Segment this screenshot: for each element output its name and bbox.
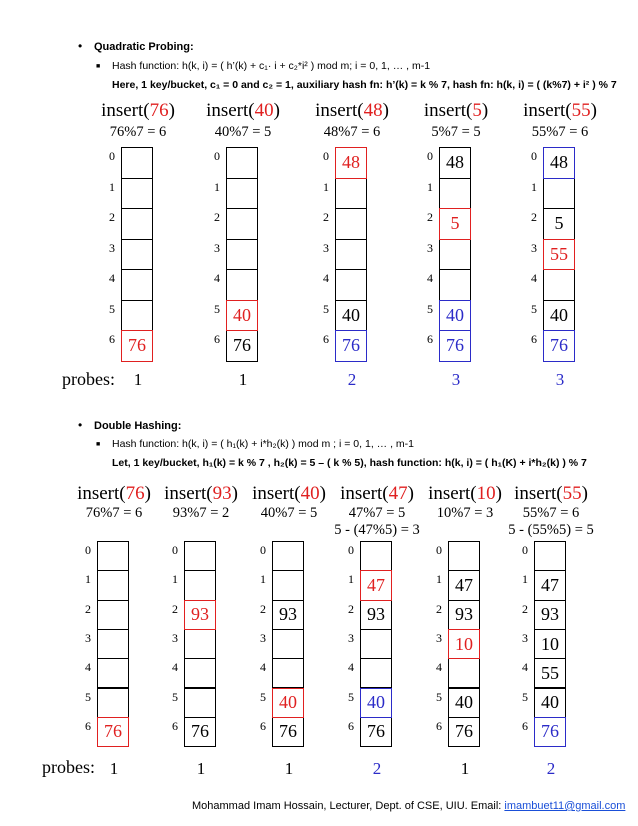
insert-op: insert(	[101, 100, 150, 121]
insert-close: )	[495, 483, 502, 504]
hash-slot: 76	[439, 330, 471, 362]
square-bullet: ■	[96, 63, 101, 70]
slot-index: 5	[85, 689, 91, 704]
probe-count: 3	[555, 370, 565, 389]
slot-index: 5	[531, 301, 537, 316]
hash-calc: 55%7 = 6	[522, 505, 580, 521]
hash-slot: 93	[448, 600, 480, 630]
insert-close: )	[168, 100, 175, 121]
hash-slot	[360, 629, 392, 659]
slot-index: 1	[436, 572, 442, 587]
slot-index: 4	[427, 271, 433, 285]
slot-index: 6	[323, 332, 329, 346]
slot-index: 6	[348, 718, 354, 733]
section1-note: Here, 1 key/bucket, c₁ = 0 and c₂ = 1, auxiliary hash fn: h’(k) = k % 7, hash fn: h(k, i) = ( (k%7) + i² ) % 7	[112, 79, 617, 91]
hash-slot: 76	[360, 717, 392, 747]
step-calc: 5 - (47%5) = 3	[334, 522, 420, 538]
slot-index: 2	[348, 601, 354, 616]
insert-key: 55	[571, 100, 591, 121]
slot-index: 4	[436, 660, 442, 675]
hash-slot: 40	[534, 688, 566, 718]
hash-calc: 40%7 = 5	[260, 505, 318, 521]
hash-slot	[272, 658, 304, 688]
slot-index: 2	[214, 210, 220, 224]
slot-index: 6	[260, 718, 266, 733]
slot-index: 2	[85, 601, 91, 616]
slot-index: 0	[522, 543, 528, 557]
hash-slot: 40	[272, 688, 304, 718]
slot-index: 1	[260, 572, 266, 587]
slot-index: 5	[109, 301, 115, 316]
hash-slot: 5	[543, 208, 575, 240]
slot-index: 2	[436, 601, 442, 616]
slot-index: 6	[172, 718, 178, 733]
slot-index: 1	[214, 179, 220, 194]
slot-index: 0	[348, 543, 354, 557]
slot-index: 3	[427, 240, 433, 255]
slot-index: 2	[531, 210, 537, 224]
section1-hash-line: Hash function: h(k, i) = ( h’(k) + c₁· i + c₂*i² ) mod m; i = 0, 1, … , m-1	[112, 60, 431, 72]
hash-calc: 76%7 = 6	[109, 124, 167, 140]
slot-index: 0	[436, 543, 442, 557]
hash-slot: 48	[335, 147, 367, 179]
insert-header	[252, 483, 326, 505]
hash-slot	[335, 269, 367, 301]
slot-index: 1	[531, 179, 537, 194]
hash-slot	[184, 629, 216, 659]
hash-slot: 76	[335, 330, 367, 362]
slot-index: 6	[531, 332, 537, 346]
slot-index: 2	[172, 601, 178, 616]
hash-calc: 93%7 = 2	[172, 505, 230, 521]
hash-slot	[184, 688, 216, 718]
hash-slot	[543, 269, 575, 301]
hash-slot: 76	[121, 330, 153, 362]
slot-index: 6	[436, 718, 442, 733]
hash-slot	[335, 208, 367, 240]
hash-slot	[121, 300, 153, 332]
insert-close: )	[481, 100, 489, 121]
slot-index: 2	[323, 210, 329, 224]
slot-index: 4	[109, 271, 115, 285]
insert-header	[428, 483, 502, 505]
hash-slot: 93	[184, 600, 216, 630]
slot-index: 0	[109, 149, 115, 163]
insert-header	[164, 483, 238, 505]
hash-slot	[272, 541, 304, 571]
insert-header	[101, 100, 175, 122]
hash-slot	[226, 269, 258, 301]
hash-slot	[335, 239, 367, 271]
slot-index: 5	[522, 689, 528, 704]
hash-slot: 10	[448, 629, 480, 659]
probe-count: 1	[109, 759, 119, 778]
slot-index: 4	[214, 271, 220, 285]
hash-slot: 5	[439, 208, 471, 240]
hash-calc: 76%7 = 6	[85, 505, 143, 521]
hash-slot: 76	[543, 330, 575, 362]
slot-index: 5	[348, 689, 354, 704]
slot-index: 5	[214, 301, 220, 316]
hash-slot	[439, 239, 471, 271]
slot-index: 0	[531, 149, 537, 163]
hash-slot: 10	[534, 629, 566, 659]
hash-slot	[335, 178, 367, 210]
slot-index: 3	[260, 630, 266, 645]
slot-index: 1	[85, 572, 91, 587]
hash-slot: 76	[448, 717, 480, 747]
hash-slot	[226, 147, 258, 179]
slot-index: 4	[172, 660, 178, 675]
probe-count: 3	[451, 370, 461, 389]
probe-count: 1	[284, 759, 294, 778]
hash-slot	[184, 658, 216, 688]
hash-slot: 40	[360, 688, 392, 718]
hash-slot	[97, 658, 129, 688]
slot-index: 1	[427, 179, 433, 194]
insert-key: 40	[254, 100, 274, 121]
slot-index: 2	[427, 210, 433, 224]
hash-slot: 47	[534, 570, 566, 600]
hash-calc: 55%7 = 6	[531, 124, 589, 140]
insert-op: insert(	[164, 483, 213, 504]
slot-index: 5	[323, 301, 329, 316]
hash-slot	[448, 541, 480, 571]
step-calc: 5 - (55%5) = 5	[508, 522, 594, 538]
slot-index: 6	[109, 332, 115, 346]
probe-count: 1	[238, 370, 248, 389]
insert-key: 55	[562, 483, 582, 504]
insert-op: insert(	[206, 100, 255, 121]
insert-op: insert(	[523, 100, 572, 121]
hash-slot: 40	[439, 300, 471, 332]
insert-key: 93	[212, 483, 232, 504]
footer-text: Mohammad Imam Hossain, Lecturer, Dept. of CSE, UIU. Email:	[192, 800, 505, 812]
slot-index: 4	[85, 660, 91, 675]
probes-label: probes:	[42, 757, 95, 777]
slot-index: 3	[348, 630, 354, 645]
slot-index: 5	[260, 689, 266, 704]
hash-calc: 47%7 = 5	[348, 505, 406, 521]
probe-count: 1	[133, 370, 143, 389]
hash-slot: 76	[226, 330, 258, 362]
slot-index: 4	[348, 660, 354, 675]
hash-slot: 40	[335, 300, 367, 332]
insert-key: 48	[363, 100, 383, 121]
hash-slot	[97, 570, 129, 600]
slot-index: 6	[522, 718, 528, 733]
hash-slot	[97, 629, 129, 659]
insert-header	[523, 100, 597, 122]
slot-index: 4	[531, 271, 537, 285]
slot-index: 3	[436, 630, 442, 645]
slot-index: 0	[260, 543, 266, 557]
hash-slot	[448, 658, 480, 688]
insert-op: insert(	[252, 483, 301, 504]
slot-index: 5	[436, 689, 442, 704]
probe-count: 1	[196, 759, 206, 778]
hash-slot	[184, 541, 216, 571]
hash-calc: 10%7 = 3	[436, 505, 494, 521]
hash-slot	[97, 541, 129, 571]
slot-index: 1	[522, 572, 528, 587]
insert-close: )	[590, 100, 597, 121]
insert-close: )	[273, 100, 280, 121]
bullet-dot: •	[78, 418, 83, 432]
hash-slot	[97, 688, 129, 718]
hash-calc: 48%7 = 6	[323, 124, 381, 140]
insert-close: )	[382, 100, 389, 121]
insert-header	[315, 100, 389, 122]
hash-calc: 40%7 = 5	[214, 124, 272, 140]
footer	[192, 800, 625, 812]
insert-header	[424, 100, 488, 122]
email-link[interactable]: imambuet11@gmail.com	[504, 800, 626, 812]
hash-slot	[360, 658, 392, 688]
probe-count: 2	[347, 370, 357, 389]
insert-header	[340, 483, 414, 505]
insert-key: 76	[125, 483, 145, 504]
insert-op: insert(	[340, 483, 389, 504]
hash-slot	[226, 208, 258, 240]
insert-key: 47	[388, 483, 408, 504]
probes-label: probes:	[62, 369, 115, 389]
hash-slot	[121, 269, 153, 301]
slot-index: 2	[522, 601, 528, 616]
section1-title: Quadratic Probing:	[94, 41, 194, 53]
insert-op: insert(	[423, 100, 473, 121]
hash-slot: 76	[272, 717, 304, 747]
slot-index: 5	[172, 689, 178, 704]
hash-slot	[272, 570, 304, 600]
hash-slot: 55	[543, 239, 575, 271]
slot-index: 6	[427, 332, 433, 346]
slot-index: 0	[85, 543, 91, 557]
hash-slot: 76	[534, 717, 566, 747]
slot-index: 2	[109, 210, 115, 224]
insert-header	[206, 100, 280, 122]
hash-slot	[360, 541, 392, 571]
hash-slot: 47	[448, 570, 480, 600]
slot-index: 4	[260, 660, 266, 675]
square-bullet: ■	[96, 441, 101, 448]
hash-slot: 93	[534, 600, 566, 630]
insert-op: insert(	[77, 483, 126, 504]
hash-slot	[121, 208, 153, 240]
hash-slot: 40	[448, 688, 480, 718]
hash-slot: 55	[534, 658, 566, 688]
slot-index: 1	[348, 572, 354, 587]
insert-close: )	[581, 483, 588, 504]
section2-hash-line: Hash function: h(k, i) = ( h₁(k) + i*h₂(k) ) mod m ; i = 0, 1, … , m-1	[112, 438, 414, 450]
insert-key: 76	[149, 100, 169, 121]
hash-slot	[226, 178, 258, 210]
hash-slot	[534, 541, 566, 571]
slot-index: 3	[109, 240, 115, 255]
insert-close: )	[319, 483, 326, 504]
slot-index: 3	[172, 630, 178, 645]
insert-close: )	[231, 483, 238, 504]
slot-index: 4	[522, 660, 528, 675]
hash-slot	[439, 178, 471, 210]
insert-op: insert(	[514, 483, 563, 504]
hash-slot: 48	[543, 147, 575, 179]
hash-calc: 5%7 = 5	[431, 124, 481, 140]
hash-slot: 76	[184, 717, 216, 747]
hash-slot	[121, 178, 153, 210]
slot-index: 1	[323, 179, 329, 194]
probe-count: 1	[460, 759, 470, 778]
hash-slot	[272, 629, 304, 659]
slot-index: 6	[85, 718, 91, 733]
hash-slot	[97, 600, 129, 630]
hash-slot	[543, 178, 575, 210]
slot-index: 3	[522, 630, 528, 645]
slot-index: 1	[109, 179, 115, 194]
hash-slot	[184, 570, 216, 600]
probe-count: 2	[372, 759, 382, 778]
slot-index: 4	[323, 271, 329, 285]
bullet-dot: •	[78, 39, 83, 53]
slot-index: 3	[85, 630, 91, 645]
slot-index: 1	[172, 572, 178, 587]
slot-index: 0	[172, 543, 178, 557]
insert-close: )	[144, 483, 151, 504]
probe-count: 2	[546, 759, 556, 778]
insert-op: insert(	[315, 100, 364, 121]
insert-key: 40	[300, 483, 320, 504]
hash-slot: 47	[360, 570, 392, 600]
section2-note: Let, 1 key/bucket, h₁(k) = k % 7 , h₂(k) = 5 – ( k % 5), hash function: h(k, i) = ( h₁(K) + i*h₂(k) ) % 7	[112, 457, 587, 469]
slot-index: 0	[427, 149, 433, 163]
hash-slot: 40	[226, 300, 258, 332]
insert-key: 5	[472, 100, 482, 121]
hash-slot	[226, 239, 258, 271]
section2-title: Double Hashing:	[94, 420, 182, 432]
hash-slot	[439, 269, 471, 301]
insert-header	[514, 483, 588, 505]
hash-slot	[121, 147, 153, 179]
hash-slot: 48	[439, 147, 471, 179]
slot-index: 3	[531, 240, 537, 255]
insert-op: insert(	[428, 483, 477, 504]
slot-index: 3	[323, 240, 329, 255]
insert-key: 10	[476, 483, 496, 504]
hash-slot	[121, 239, 153, 271]
hash-slot: 76	[97, 717, 129, 747]
hash-slot: 93	[360, 600, 392, 630]
slot-index: 0	[323, 149, 329, 163]
insert-header	[77, 483, 151, 505]
hash-slot: 40	[543, 300, 575, 332]
slot-index: 3	[214, 240, 220, 255]
slot-index: 0	[214, 149, 220, 163]
slot-index: 5	[427, 301, 433, 316]
insert-close: )	[407, 483, 414, 504]
slot-index: 6	[214, 332, 220, 346]
hash-slot: 93	[272, 600, 304, 630]
slot-index: 2	[260, 601, 266, 616]
